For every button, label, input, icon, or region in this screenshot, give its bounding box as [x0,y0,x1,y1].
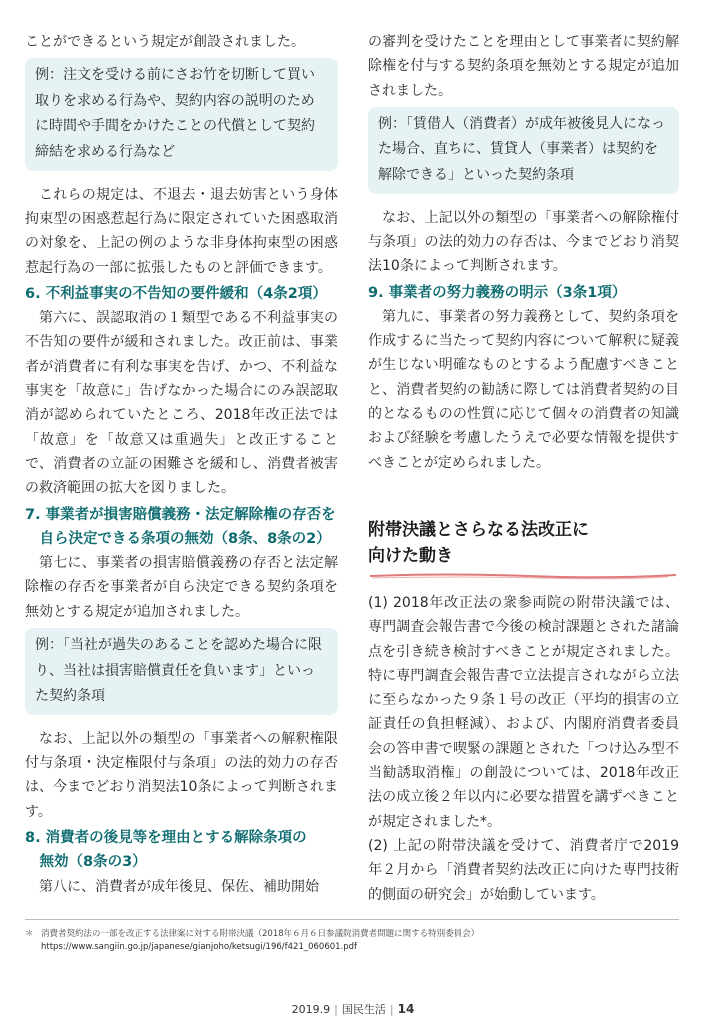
page-number: 14 [397,1002,415,1016]
footnote-text: 消費者契約法の一部を改正する法律案に対する附帯決議（2018年６月６日参議院消費者問題に関する特別委員会） [41,929,480,939]
footnote [25,919,679,954]
paragraph: ことができるという規定が創設されました。 [25,34,305,50]
issue-date: 2019.9 [291,1003,331,1016]
heading-9: 9. 事業者の努力義務の明示（3条1項） [368,284,627,301]
left-column [25,30,338,899]
paragraph: (1) 2018年改正法の衆参両院の附帯決議では、専門調査会報告書で今後の検討課題とされた諸論点を引き続き検討すべきことが規定されました。特に専門調査会報告書で立法提言されながら立法に至らなかった９条１号の改正（平均的損害の立証責任の負担軽減）、および、内閣府消費者委員会の答申書で喫緊の課題とされた「つけ込み型不当勧誘取消権」の創設については、2018年改正法の成立後２年以内に必要な措置を講ずべきことが規定されました*。 [368,594,679,830]
paragraph: なお、上記以外の類型の「事業者への解除権付与条項」の法的効力の存否は、今までどおり消契法10条によって判断されます。 [368,209,679,275]
section-title-line1: 附帯決議とさらなる法改正に [368,519,589,540]
example-box: 例：注文を受ける前にさお竹を切断して買い取りを求める行為や、契約内容の説明のために時間や手間をかけたことの代償として契約締結を求める行為など [25,58,338,170]
paragraph: 第八に、消費者が成年後見、保佐、補助開始 [39,878,319,895]
paragraph: 第九に、事業者の努力義務として、契約条項を作成するに当たって契約内容について解釈に疑義が生じない明確なものとするよう配慮すべきことと、消費者契約の勧誘に際しては消費者契約の目的となるものの性質に応じて個々の消費者の知識および経験を考慮したうえで必要な情報を提供すべきことが定められました。 [368,308,679,471]
paragraph: これらの規定は、不退去・退去妨害という身体拘束型の困惑惹起行為に限定されていた困惑取消の対象を、上記の例のような非身体拘束型の困惑惹起行為の一部に拡張したものと評価できます。 [25,186,338,276]
asterisk-icon: ＊ [25,929,34,939]
heading-7-line1: 7. 事業者が損害賠償義務・法定解除権の存否を [25,506,336,523]
paragraph: 第七に、事業者の損害賠償義務の存否と法定解除権の存否を事業者が自ら決定できる契約条項を無効とする規定が追加されました。 [25,555,338,620]
heading-7-line2: 自ら決定できる条項の無効（8条、8条の2） [39,530,331,547]
example-box: 例：「賃借人（消費者）が成年被後見人になった場合、直ちに、賃貸人（事業者）は契約を解除できる」といった契約条項 [368,107,679,194]
section-title-line2: 向けた動き [368,545,453,566]
footnote-line [25,928,679,941]
paragraph: (2) 上記の附帯決議を受けて、消費者庁で2019年２月から「消費者契約法改正に向けた専門技術的側面の研究会」が始動しています。 [368,837,679,903]
heading-8-line2: 無効（8条の3） [39,854,147,871]
heading-8-line1: 8. 消費者の後見等を理由とする解除条項の [25,829,307,846]
brush-underline [368,571,679,581]
divider: | [334,1003,338,1016]
heading-6: 6. 不利益事実の不告知の要件緩和（4条2項） [25,285,327,302]
right-column [368,30,679,907]
footnote-url[interactable]: https://www.sangiin.go.jp/japanese/gianjoho/ketsugi/196/f421_060601.pdf [41,942,358,952]
section-title [368,517,679,575]
paragraph: 第六に、誤認取消の１類型である不利益事実の不告知の要件が緩和されました。改正前は、事業者が消費者に有利な事実を告げ、かつ、不利益な事実を「故意に」告げなかった場合にのみ誤認取消が認められていたところ、2018年改正法では「故意」を「故意又は重過失」と改正することで、消費者の立証の困難さを緩和し、消費者被害の救済範囲の拡大を図りました。 [25,310,338,497]
example-box: 例：「当社が過失のあることを認めた場合に限り、当社は損害賠償責任を負います」といった契約条項 [25,628,338,715]
paragraph: の審判を受けたことを理由として事業者に契約解除権を付与する契約条項を無効とする規定が追加されました。 [368,34,679,99]
paragraph: なお、上記以外の類型の「事業者への解釈権限付与条項・決定権限付与条項」の法的効力の存否は、今までどおり消契法10条によって判断されます。 [25,730,338,820]
page-footer [0,1001,706,1017]
heading-7 [25,503,338,552]
magazine-name: 国民生活 [341,1003,386,1016]
divider: | [389,1003,394,1016]
heading-8 [25,826,338,875]
